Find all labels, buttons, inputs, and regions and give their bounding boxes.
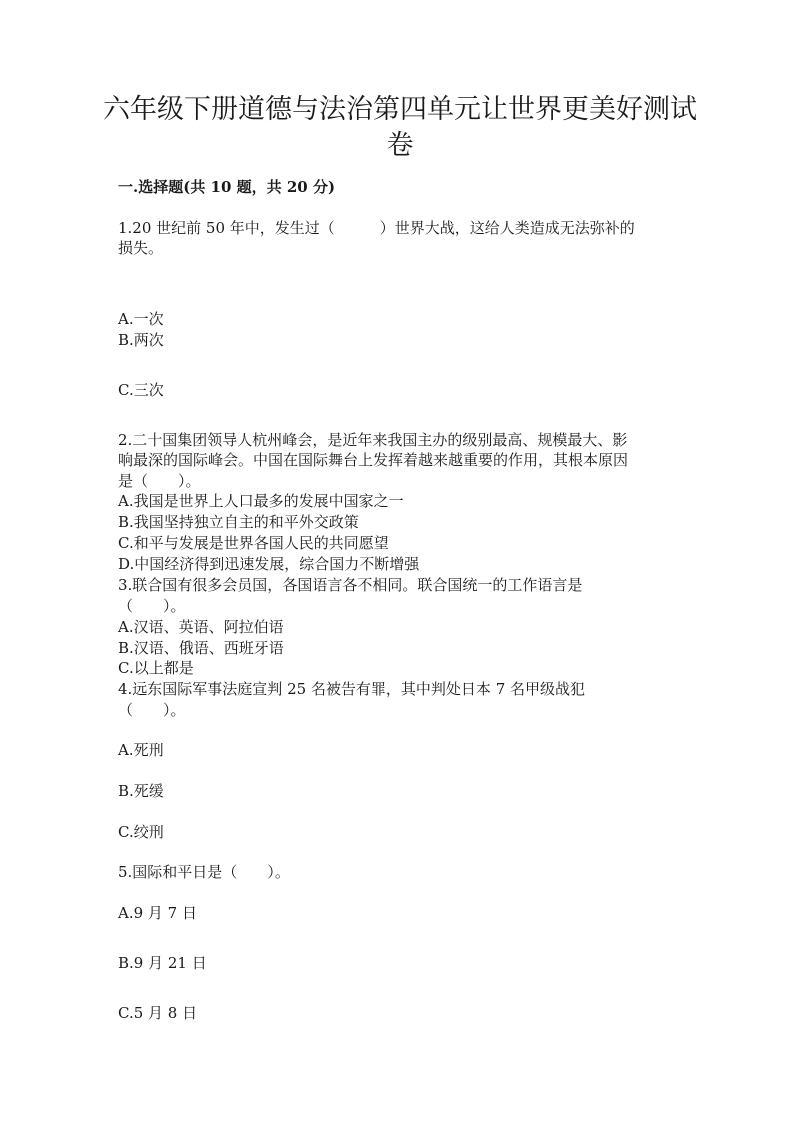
q1-stem-line-2: 损失。 xyxy=(118,239,164,257)
q3-option-b: B.汉语、俄语、西班牙语 xyxy=(118,639,284,657)
section-heading: 一.选择题(共 10 题，共 20 分) xyxy=(118,178,336,196)
q3-stem-line-2: （ ）。 xyxy=(118,597,186,615)
q1-option-a: A.一次 xyxy=(118,310,164,328)
q2-option-a: A.我国是世界上人口最多的发展中国家之一 xyxy=(118,492,404,510)
q4-option-c: C.绞刑 xyxy=(118,823,164,841)
document-title xyxy=(100,92,700,164)
q1-stem-line-1: 1.20 世纪前 50 年中，发生过（ ）世界大战，这给人类造成无法弥补的 xyxy=(118,219,635,237)
q4-option-a: A.死刑 xyxy=(118,741,164,759)
q2-stem-line-1: 2.二十国集团领导人杭州峰会，是近年来我国主办的级别最高、规模最大、影 xyxy=(118,431,628,449)
q1-option-b: B.两次 xyxy=(118,331,164,349)
q3-stem-line-1: 3.联合国有很多会员国，各国语言各不相同。联合国统一的工作语言是 xyxy=(118,576,583,594)
q3-option-c: C.以上都是 xyxy=(118,659,194,677)
q2-stem-line-2: 响最深的国际峰会。中国在国际舞台上发挥着越来越重要的作用，其根本原因 xyxy=(118,451,629,469)
q5-stem-line-1: 5.国际和平日是（ ）。 xyxy=(118,863,290,881)
q2-stem-line-3: 是（ ）。 xyxy=(118,472,201,490)
title-line-2: 卷 xyxy=(386,130,414,161)
q2-option-c: C.和平与发展是世界各国人民的共同愿望 xyxy=(118,534,389,552)
q4-stem-line-2: （ ）。 xyxy=(118,701,186,719)
title-line-1: 六年级下册道德与法治第四单元让世界更美好测试 xyxy=(103,94,697,125)
q4-option-b: B.死缓 xyxy=(118,782,164,800)
q2-option-d: D.中国经济得到迅速发展，综合国力不断增强 xyxy=(118,555,420,573)
q4-stem-line-1: 4.远东国际军事法庭宣判 25 名被告有罪，其中判处日本 7 名甲级战犯 xyxy=(118,680,586,698)
q2-option-b: B.我国坚持独立自主的和平外交政策 xyxy=(118,513,359,531)
q1-option-c: C.三次 xyxy=(118,381,164,399)
q5-option-c: C.5 月 8 日 xyxy=(118,1004,198,1022)
q5-option-b: B.9 月 21 日 xyxy=(118,954,207,972)
q3-option-a: A.汉语、英语、阿拉伯语 xyxy=(118,618,284,636)
q5-option-a: A.9 月 7 日 xyxy=(118,904,197,922)
